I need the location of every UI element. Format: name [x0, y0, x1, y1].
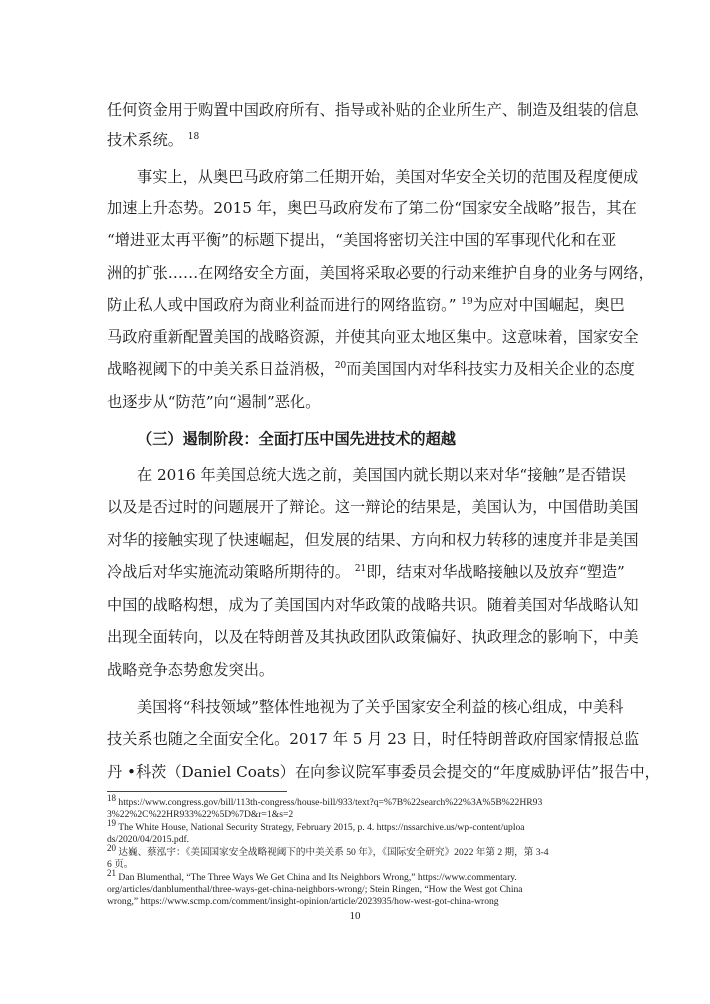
footnote-21: 21 Dan Blumenthal, “The Three Ways We Get China and Its Neighbors Wrong,” https://www.commentary. org/articles/danblumenthal/three-ways-get-china-neighbors-wrong/; Stein Ringen, “How the West got China wrong,” https://www.scmp.com/comment/insight-opinion/article/2023935/how-west-got-china-wrong: [107, 867, 523, 908]
body-line-4: 加速上升态势。2015 年，奥巴马政府发布了第二份“国家安全战略”报告，其在: [107, 199, 637, 217]
footnote-divider: [107, 791, 287, 792]
footnote-19: 19 The White House, National Security Strategy, February 2015, p. 4. https://nssarchive.us/wp-content/uploa ds/2020/04/2015.pdf.: [107, 817, 525, 846]
body-line-3: 事实上，从奥巴马政府第二任期开始，美国对华安全关切的范围及程度便成: [137, 168, 639, 186]
body-line-6: 洲的扩张……在网络安全方面，美国将采取必要的行动来维护自身的业务与网络，: [107, 264, 654, 282]
body-line-7: 防止私人或中国政府为商业利益而进行的网络监窃。” $^{19}$为应对中国崛起，奥巴: [107, 296, 625, 314]
body-line-1: 任何资金用于购置中国政府所有、指导或补贴的企业所生产、制造及组装的信息: [107, 101, 639, 119]
body-line-13: 对华的接触实现了快速崛起，但发展的结果、方向和权力转移的速度并非是美国: [107, 531, 639, 549]
footnote-ref-20[interactable]: 20: [334, 360, 347, 371]
section-heading: （三）遏制阶段：全面打压中国先进技术的超越: [137, 430, 456, 448]
body-line-2: 技术系统。 $^{18}$: [107, 131, 200, 149]
body-line-18: 美国将“科技领域”整体性地视为了关乎国家安全利益的核心组成，中美科: [137, 698, 624, 716]
footnote-ref-19[interactable]: 19: [461, 296, 473, 307]
page-number: 10: [349, 910, 361, 922]
body-line-20: 丹 •科茨（Daniel Coats）在向参议院军事委员会提交的“年度威胁评估”报告中，: [107, 763, 660, 781]
body-line-12: 以及是否过时的问题展开了辩论。这一辩论的结果是，美国认为，中国借助美国: [107, 498, 639, 516]
body-line-5: “增进亚太再平衡”的标题下提出，“美国将密切关注中国的军事现代化和在亚: [107, 231, 617, 249]
body-line-19: 技关系也随之全面安全化。2017 年 5 月 23 日，时任特朗普政府国家情报总监: [107, 730, 640, 748]
footnote-ref-21[interactable]: 21: [354, 563, 367, 574]
footnote-link[interactable]: https://www.congress.gov/bill/113th-congress/house-bill/933/text?q=%7B%22search%22%3A%5B%22HR93: [118, 797, 543, 808]
footnote-20: 20 达巍、蔡泓宇：《美国国家安全战略视阈下的中美关系 50 年》，《国际安全研究》2022 年第 2 期，第 3-4 6 页。: [107, 842, 549, 871]
body-line-15: 中国的战略构想，成为了美国国内对华政策的战略共识。随着美国对华战略认知: [107, 596, 639, 614]
footnote-ref-18[interactable]: 18: [187, 131, 200, 142]
footnote-18: 18 https://www.congress.gov/bill/113th-congress/house-bill/933/text?q=%7B%22search%22%3A%5B%22HR93 3%22%2C%22HR933%22%5D%7D&r=1&s=2: [107, 792, 543, 821]
body-line-17: 战略竞争态势愈发突出。: [107, 661, 275, 679]
body-line-14: 冷战后对华实施流动策略所期待的。 $^{21}$即，结束对华战略接触以及放弃“塑造”: [107, 563, 625, 581]
body-line-16: 出现全面转向，以及在特朗普及其执政团队政策偏好、执政理念的影响下，中美: [107, 628, 639, 646]
body-line-8: 马政府重新配置美国的战略资源，并使其向亚太地区集中。这意味着，国家安全: [107, 328, 639, 346]
body-line-10: 也逐步从“防范”向“遏制”恶化。: [107, 393, 321, 411]
body-line-9: 战略视阈下的中美关系日益消极，$^{20}$而美国国内对华科技实力及相关企业的态度: [107, 360, 635, 378]
body-line-11: 在 2016 年美国总统大选之前，美国国内就长期以来对华“接触”是否错误: [137, 466, 627, 484]
